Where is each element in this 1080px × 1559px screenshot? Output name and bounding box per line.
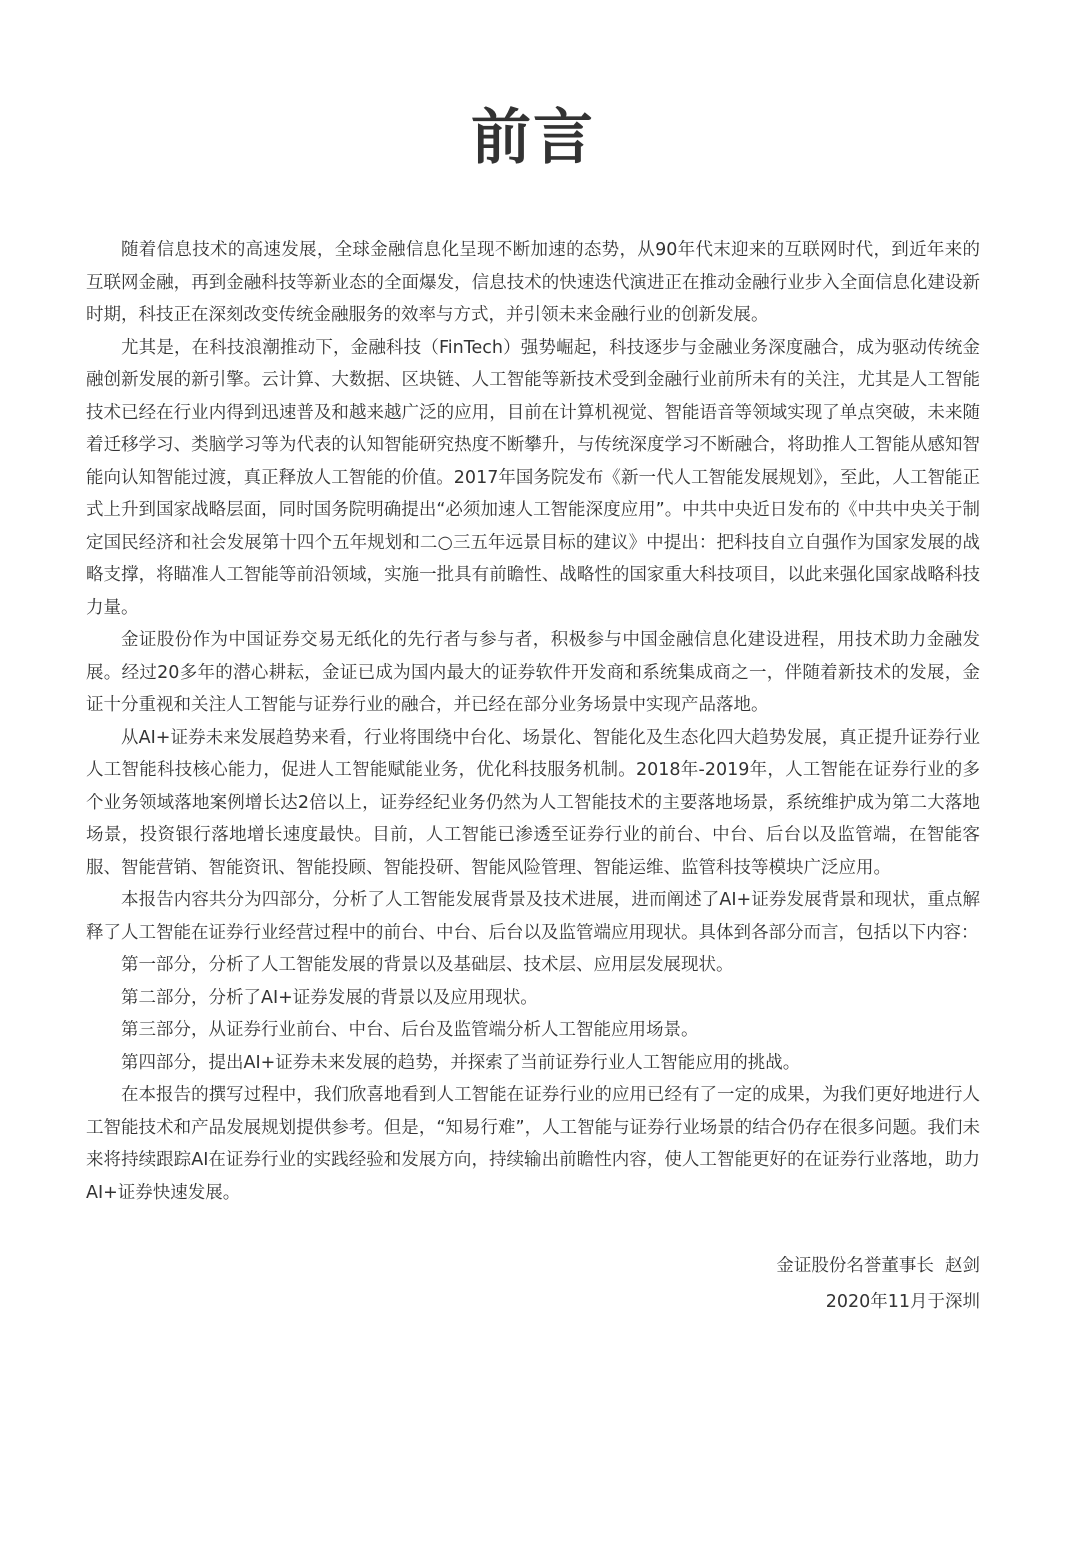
paragraph-part-one: 第一部分，分析了人工智能发展的背景以及基础层、技术层、应用层发展现状。 (121, 955, 734, 975)
paragraph-2: 尤其是，在科技浪潮推动下，金融科技（FinTech）强势崛起，科技逐步与金融业务深度融合，成为驱动传统金融创新发展的新引擎。云计算、大数据、区块链、人工智能等新技术受到金融行业前所未有的关注，尤其是人工智能技术已经在行业内得到迅速普及和越来越广泛的应用，目前在计算机视觉、智能语音等领域实现了单点突破，未来随着迁移学习、类脑学习等为代表的认知智能研究热度不断攀升，与传统深度学习不断融合，将助推人工智能从感知智能向认知智能过渡，真正释放人工智能的价值。2017年国务院发布《新一代人工智能发展规划》，至此，人工智能正式上升到国家战略层面，同时国务院明确提出“必须加速人工智能深度应用”。中共中央近日发布的《中共中央关于制定国民经济和社会发展第十四个五年规划和二○三五年远景目标的建议》中提出：把科技自立自强作为国家发展的战略支撑，将瞄准人工智能等前沿领域，实施一批具有前瞻性、战略性的国家重大科技项目，以此来强化国家战略科技力量。 (86, 337, 980, 618)
signature-block (86, 1248, 980, 1320)
paragraph-part-two: 第二部分，分析了AI+证券发展的背景以及应用现状。 (121, 987, 538, 1008)
signature-date: 2020年11月于深圳 (825, 1292, 980, 1312)
paragraph-closing: 在本报告的撰写过程中，我们欣喜地看到人工智能在证券行业的应用已经有了一定的成果，为我们更好地进行人工智能技术和产品发展规划提供参考。但是，“知易行难”，人工智能与证券行业场景的结合仍存在很多问题。我们未来将持续跟踪AI在证券行业的实践经验和发展方向，持续输出前瞻性内容，使人工智能更好的在证券行业落地，助力AI+证券快速发展。 (86, 1085, 980, 1203)
paragraph-1: 随着信息技术的高速发展，全球金融信息化呈现不断加速的态势，从90年代末迎来的互联网时代，到近年来的互联网金融，再到金融科技等新业态的全面爆发，信息技术的快速迭代演进正在推动金融行业步入全面信息化建设新时期，科技正在深刻改变传统金融服务的效率与方式，并引领未来金融行业的创新发展。 (86, 240, 980, 325)
paragraph-part-three: 第三部分，从证券行业前台、中台、后台及监管端分析人工智能应用场景。 (121, 1020, 699, 1040)
paragraph-4: 从AI+证券未来发展趋势来看，行业将围绕中台化、场景化、智能化及生态化四大趋势发展，真正提升证券行业人工智能科技核心能力，促进人工智能赋能业务，优化科技服务机制。2018年-2019年，人工智能在证券行业的多个业务领域落地案例增长达2倍以上，证券经纪业务仍然为人工智能技术的主要落地场景，系统维护成为第二大落地场景，投资银行落地增长速度最快。目前，人工智能已渗透至证券行业的前台、中台、后台以及监管端，在智能客服、智能营销、智能资讯、智能投顾、智能投研、智能风险管理、智能运维、监管科技等模块广泛应用。 (86, 727, 980, 878)
paragraph-5: 本报告内容共分为四部分，分析了人工智能发展背景及技术进展，进而阐述了AI+证券发展背景和现状，重点解释了人工智能在证券行业经营过程中的前台、中台、后台以及监管端应用现状。具体到各部分而言，包括以下内容： (86, 890, 980, 943)
page-title: 前言 (471, 103, 595, 173)
preface-body (86, 234, 980, 1209)
paragraph-3: 金证股份作为中国证券交易无纸化的先行者与参与者，积极参与中国金融信息化建设进程，用技术助力金融发展。经过20多年的潜心耕耘，金证已成为国内最大的证券软件开发商和系统集成商之一，伴随着新技术的发展，金证十分重视和关注人工智能与证券行业的融合，并已经在部分业务场景中实现产品落地。 (86, 630, 980, 715)
signature-author: 金证股份名誉董事长 赵剑 (776, 1256, 980, 1276)
paragraph-part-four: 第四部分，提出AI+证券未来发展的趋势，并探索了当前证券行业人工智能应用的挑战。 (121, 1052, 801, 1073)
